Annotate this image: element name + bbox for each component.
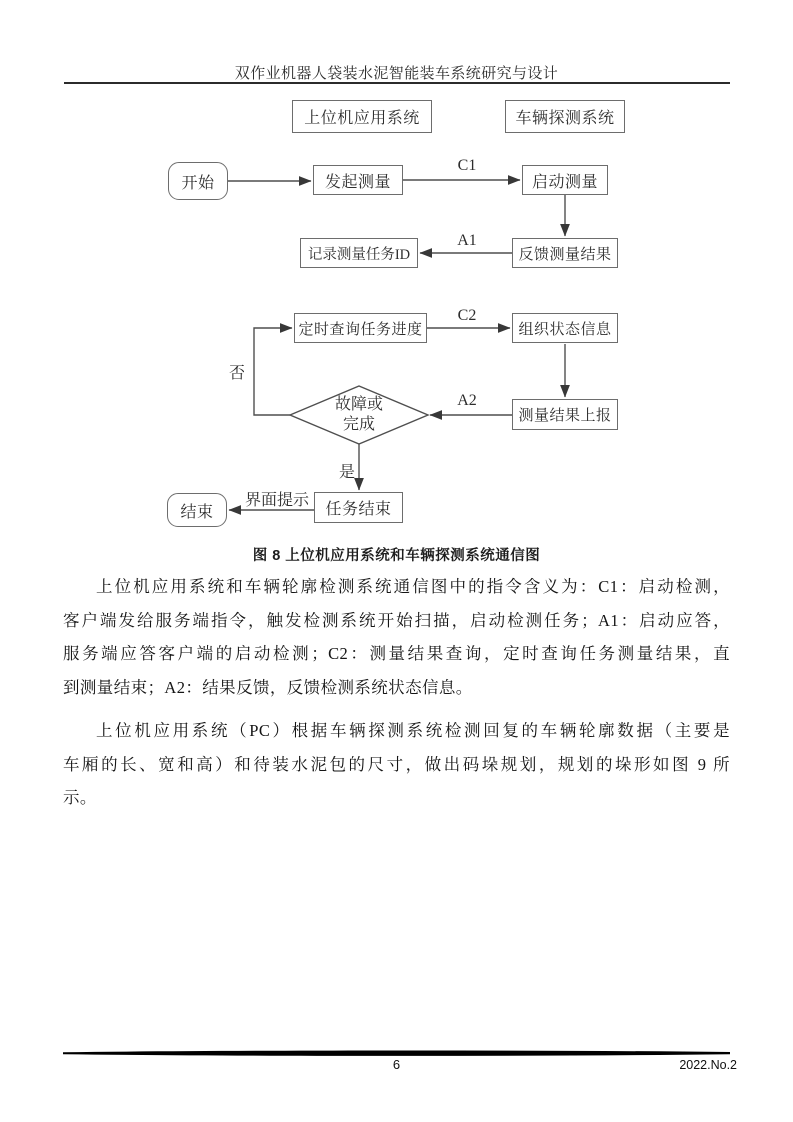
paragraph-2-line-3: 示。 [63,788,97,807]
node-record-task-id: 记录测量任务ID [300,238,418,268]
node-initiate-measure: 发起测量 [313,165,403,195]
node-start: 开始 [168,162,228,200]
paragraph-1-line-3: 服务端应答客户端的启动检测；C2：测量结果查询，定时查询任务测量结果，直 [63,644,730,663]
decision-text-line1: 故障或 [334,396,383,413]
paragraph-2-line-2: 车厢的长、宽和高）和待装水泥包的尺寸，做出码垛规划，规划的垛形如图 9 所 [63,754,730,774]
paragraph-1 [63,570,730,704]
node-end: 结束 [167,493,227,527]
node-organize-status: 组织状态信息 [512,313,618,343]
edge-label-no: 否 [228,365,245,382]
paragraph-1-line-2: 客户端发给服务端指令，触发检测系统开始扫描，启动检测任务；A1：启动应答， [63,610,730,630]
edge-label-c1: C1 [457,157,477,174]
node-decision-fault-or-done [300,390,418,440]
node-report-result: 测量结果上报 [512,399,618,430]
node-task-end: 任务结束 [314,492,403,523]
edge-label-yes: 是 [338,464,355,481]
paragraph-1-line-4: 到测量结束；A2：结果反馈，反馈检测系统状态信息。 [63,677,473,697]
edge-label-a1: A1 [457,232,477,249]
issue-number: 2022.No.2 [679,1058,737,1072]
edge-label-c2: C2 [457,307,477,324]
edge-label-ui-prompt: 界面提示 [244,492,309,509]
node-feedback-result: 反馈测量结果 [512,238,618,268]
paragraph-2-line-1: 上位机应用系统（PC）根据车辆探测系统检测回复的车辆轮廓数据（主要是 [96,721,730,740]
paragraph-1-line-1: 上位机应用系统和车辆轮廓检测系统通信图中的指令含义为：C1：启动检测， [96,577,730,596]
figure-caption: 图 8 上位机应用系统和车辆探测系统通信图 [252,548,541,564]
flowchart-connectors [0,0,793,560]
edge-label-a2: A2 [457,392,477,409]
lane-header-vehicle-detection: 车辆探测系统 [505,100,625,133]
decision-text-line2: 完成 [342,416,375,433]
running-title: 双作业机器人袋装水泥智能装车系统研究与设计 [234,66,559,82]
node-start-measure: 启动测量 [522,165,608,195]
edge-no-loop [254,328,292,415]
page-number: 6 [392,1057,401,1072]
paragraph-2 [63,714,730,815]
lane-header-host-system: 上位机应用系统 [292,100,432,133]
node-query-progress: 定时查询任务进度 [294,313,427,343]
